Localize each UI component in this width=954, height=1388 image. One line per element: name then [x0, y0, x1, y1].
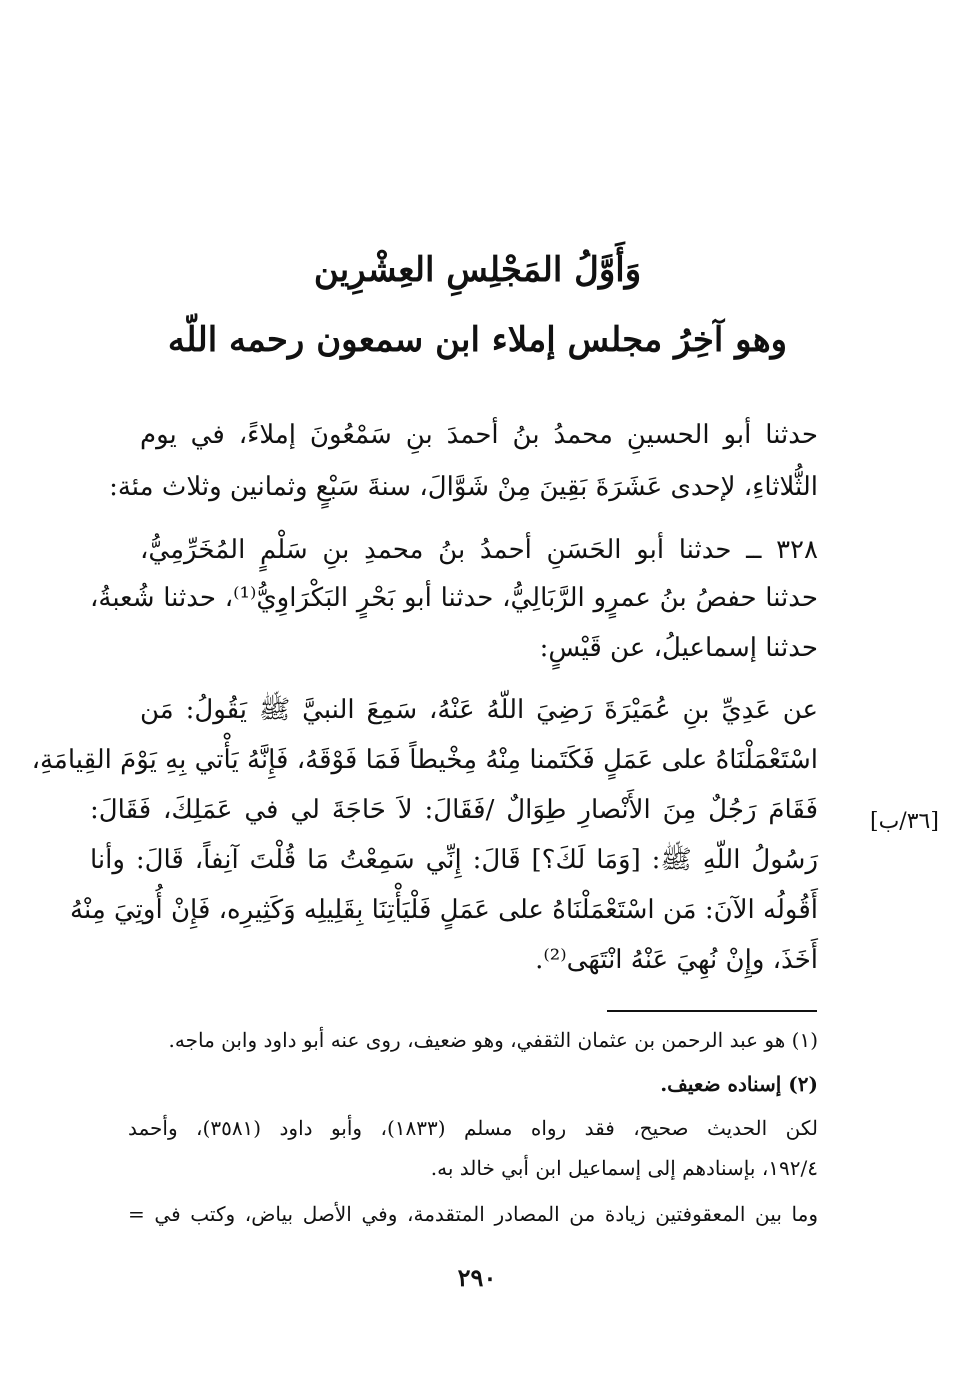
matn-line: عن عَدِيِّ بنِ عُمَيْرَةَ رَضِيَ اللّهُ عَنْهُ، سَمِعَ النبيَّ ﷺ يَقُولُ: مَن: [140, 695, 818, 725]
matn-line: أَقُولُه الآنَ: مَن اسْتَعْمَلْنَاهُ على عَمَلٍ فَلْيَأْتِنَا بِقَلِيلِه وَكَثِيرِه، فَإِنْ أُوتِيَ مِنْهُ: [70, 895, 818, 925]
page-number: ٢٩٠: [457, 1263, 497, 1292]
chapter-title: وَأَوَّلُ المَجْلِسِ العِشْرِين: [313, 250, 642, 290]
footnote-text: لكن الحديث صحيح، فقد رواه مسلم (١٨٣٣)، وأبو داود (٣٥٨١)، وأحمد: [128, 1116, 818, 1140]
footnote: (١) هو عبد الرحمن بن عثمان الثقفي، وهو ضعيف، روى عنه أبو داود وابن ماجه.: [168, 1028, 818, 1052]
intro-line: الثُّلاثاءِ، لإحدى عَشَرَةَ بَقِينَ مِنْ شَوَّالَ، سنةَ سَبْعٍ وثمانين وثلاث مئة:: [109, 472, 818, 502]
manuscript-folio-marker: [٣٦/ب]: [870, 809, 939, 834]
intro-line: حدثنا أبو الحسينِ محمدُ بنُ أحمدَ بنِ سَمْعُونَ إملاءً، في يوم: [140, 420, 818, 450]
matn-line: فَقَامَ رَجُلٌ مِنَ الأَنْصارِ طِوَالٌ /فَقَالَ: لاَ حَاجَةَ لي في عَمَلِكَ، فَقَالَ:: [90, 795, 818, 825]
matn-line: رَسُولُ اللّهِ ﷺ: [وَمَا لَكَ؟] قَالَ: إِنِّي سَمِعْتُ مَا قُلْتَ آنِفاً، قَالَ: وأنا: [90, 845, 818, 875]
footnote-text: وما بين المعقوفتين زيادة من المصادر المتقدمة، وفي الأصل بياض، وكتب في =: [128, 1202, 818, 1226]
chapter-subtitle: وهو آخِرُ مجلس إملاء ابن سمعون رحمه اللّه: [167, 320, 788, 360]
footnote-divider: [607, 1010, 817, 1012]
matn-line: أَخَذَ، وإِنْ نُهِيَ عَنْهُ انْتَهَى⁽²⁾.: [535, 945, 818, 975]
isnad-line: حدثنا حفصُ بنُ عمرٍو الرَّبَالِيُّ، حدثنا أبو بَحْرٍ البَكْرَاوِيُّ⁽¹⁾، حدثنا شُعبةُ،: [90, 583, 818, 613]
footnote: (٢) إسناده ضعيف.: [660, 1072, 818, 1096]
footnote-text: ١٩٢/٤، بإسنادهم إلى إسماعيل ابن أبي خالد به.: [430, 1156, 818, 1180]
isnad-line: حدثنا إسماعيلُ، عن قَيْسٍ:: [539, 633, 818, 663]
matn-line: اسْتَعْمَلْنَاهُ على عَمَلٍ فَكَتَمنا مِنْهُ مِخْيطاً فَمَا فَوْقَهُ، فَإِنَّهُ يَأْتي بِهِ يَوْمَ القِيامَةِ،: [31, 745, 818, 775]
isnad-line: ٣٢٨ ــ حدثنا أبو الحَسَنِ أحمدُ بنُ محمدِ بنِ سَلْمٍ المُخَرِّمِيُّ،: [140, 535, 818, 565]
